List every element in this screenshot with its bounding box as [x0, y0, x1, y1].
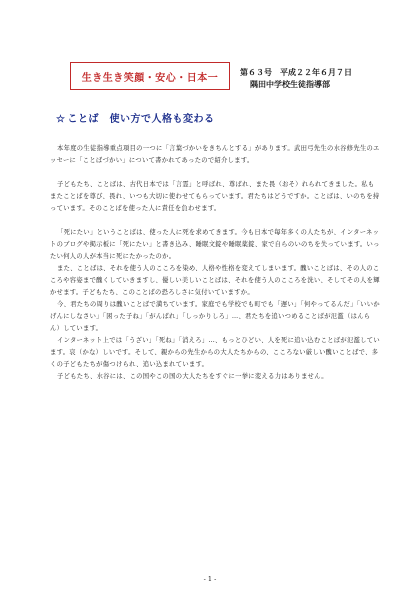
- page-number: - 1 -: [203, 575, 217, 583]
- paragraph: 子どもたち、ことばは、古代日本では「言霊」と呼ばれ、尊ばれ、また畏（おそ）れられてきました。私もまたことばを尊び、畏れ、いつも大切に使わせてもらっています。君たちはどうですか。ことばは、いのちを持っています。そのことばを使った人に責任を負わせます。: [50, 181, 380, 212]
- article-headline: [56, 110, 214, 125]
- headline-text: ことば 使い方で人格も変わる: [67, 114, 215, 125]
- paragraph: 今、君たちの周りは醜いことばで満ちています。家庭でも学校でも町でも「遅い」「何やってるんだ」「いいかげんにしなさい」「困った子ね」「がんばれ」「しっかりしろ」…、君たちを追いつめることばが氾濫（はんらん）しています。: [50, 301, 380, 332]
- article-body: [50, 143, 380, 383]
- star-icon: ☆: [56, 114, 66, 125]
- paragraph: 本年度の生徒指導重点項目の一つに「言葉づかいをきちんとする」があります。武田弓先生の水谷修先生のエッセーに「ことばづかい」について書かれてあったので紹介します。: [50, 145, 380, 164]
- paragraph: また、ことばは、それを使う人のこころを染め、人格や性格を変えてしまいます。醜いことばは、その人のこころや容姿まで醜くしていきますし、優しい美しいことばは、それを使う人のこころを洗い、そしてその人を輝かせます。子どもたち、このことばの恐ろしさに気付いていますか。: [50, 265, 380, 296]
- paragraph: 子どもたち、水谷には、この国やこの国の大人たちをすぐに一挙に変える力はありません。: [57, 373, 328, 380]
- newsletter-banner: [70, 62, 230, 90]
- paragraph: 「死にたい」ということばは、使った人に死を求めてきます。今も日本で毎年多くの人たちが、インターネットのブログや掲示板に「死にたい」と書き込み、睡眠文錠や睡眠薬錠、家で自らのいのちを失っています。いったい何人の人が本当に死にたかったのか。: [50, 229, 380, 260]
- paragraph: インターネット上では「うざい」「死ね」「消えろ」…、もっとひどい、人を死に追い込むことばが氾濫しています。哀（かな）しいです。そして、親からの先生からの大人たちからの、こころない厳しい醜いことばで、多くの子どもたちが傷つけられ、追い込まれています。: [50, 337, 380, 368]
- banner-title: 生き生き笑顔・安心・日本一: [81, 72, 219, 84]
- issue-info: [240, 66, 352, 90]
- issue-number-date: 第６３号 平成２２年６月７日: [240, 67, 352, 77]
- issue-department: 隅田中学校生徒指導部: [250, 79, 330, 89]
